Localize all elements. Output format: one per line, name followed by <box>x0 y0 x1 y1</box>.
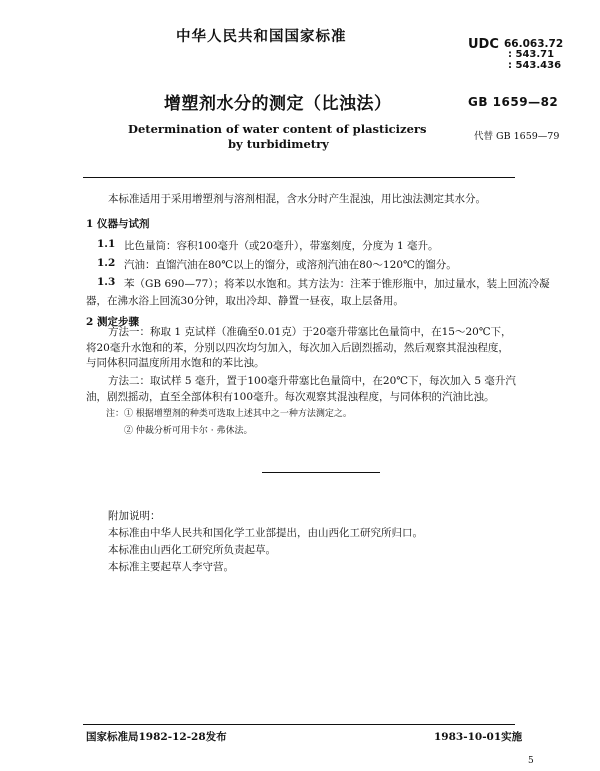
document-title-en-line-1: Determination of water content of plasticizers <box>128 122 427 136</box>
national-standard-label: 中华人民共和国国家标准 <box>176 28 347 45</box>
item-1-1-number: 1.1 <box>97 238 116 250</box>
section-2-heading: 2 测定步骤 <box>86 316 139 328</box>
udc-line-2: : 543.71 <box>508 49 555 60</box>
udc-line-1: 66.063.72 <box>504 38 564 50</box>
footer-rule <box>83 724 515 725</box>
header-rule <box>83 177 515 178</box>
effective-date: 1983-10-01实施 <box>434 731 523 743</box>
document-title-cn: 增塑剂水分的测定（比浊法） <box>164 94 392 114</box>
gb-number: GB 1659—82 <box>468 95 559 109</box>
item-1-2-number: 1.2 <box>97 257 116 269</box>
note-2: ② 仲裁分析可用卡尔 · 弗休法。 <box>124 426 253 436</box>
document-title-en-line-2: by turbidimetry <box>228 137 329 151</box>
appendix-line-2: 本标准由山西化工研究所负责起草。 <box>108 544 276 556</box>
item-1-3-text-line-1: 苯（GB 690—77）；将苯以水饱和。其方法为：注苯于锥形瓶中，加过量水，装上回流冷凝 <box>124 278 550 290</box>
appendix-line-3: 本标准主要起草人李守营。 <box>108 561 234 573</box>
appendix-line-1: 本标准由中华人民共和国化学工业部提出，由山西化工研究所归口。 <box>108 527 423 539</box>
item-1-3-number: 1.3 <box>97 276 116 288</box>
item-1-2-text: 汽油：直馏汽油在80℃以上的馏分，或溶剂汽油在80～120℃的馏分。 <box>124 259 457 271</box>
udc-line-3: : 543.436 <box>508 60 562 71</box>
section-1-heading: 1 仪器与试剂 <box>86 218 150 230</box>
note-1: 注：① 根据增塑剂的种类可选取上述其中之一种方法测定之。 <box>106 409 352 419</box>
appendix-heading: 附加说明： <box>108 510 161 522</box>
replaces-standard: 代替 GB 1659—79 <box>474 131 560 142</box>
issue-date: 国家标准局1982-12-28发布 <box>86 731 227 743</box>
intro-paragraph: 本标准适用于采用增塑剂与溶剂相混，含水分时产生混浊，用比浊法测定其水分。 <box>108 193 486 205</box>
udc-label: UDC <box>468 37 499 52</box>
section-divider <box>262 472 380 473</box>
item-1-3-text-line-2: 器，在沸水浴上回流30分钟，取出冷却、静置一昼夜，取上层备用。 <box>86 295 404 307</box>
page-number: 5 <box>528 756 534 766</box>
method-1-paragraph: 方法一：称取 1 克试样（准确至0.01克）于20毫升带塞比色量筒中，在15～20℃下，将20毫升水饱和的苯，分别以四次均匀加入，每次加入后剧烈摇动，然后观察其混浊程度，与同体积同温度所用水饱和的苯比浊。 <box>86 326 512 369</box>
method-2-paragraph: 方法二：取试样 5 毫升，置于100毫升带塞比色量筒中，在20℃下，每次加入 5 毫升汽油，剧烈摇动，直至全部体积有100毫升。每次观察其混浊程度，与同体积的汽油比浊。 <box>86 375 516 403</box>
item-1-1-text: 比色量筒：容积100毫升（或20毫升），带塞刻度，分度为 1 毫升。 <box>124 240 439 252</box>
